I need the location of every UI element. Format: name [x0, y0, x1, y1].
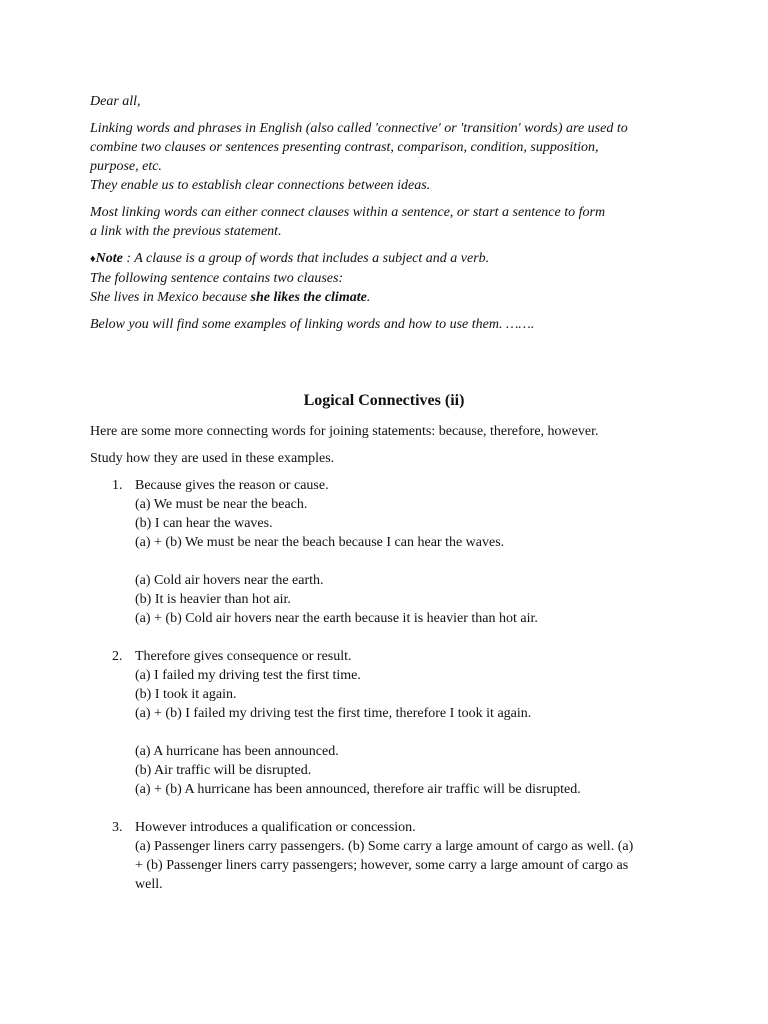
item-1-spacer [90, 552, 680, 571]
example-item-2 [90, 647, 680, 799]
intro-p1-line-4: They enable us to establish clear connections between ideas. [90, 178, 431, 193]
item-1-line: (b) It is heavier than hot air. [135, 592, 291, 607]
item-number: 2. [112, 649, 123, 664]
note-line-2: The following sentence contains two clauses: [90, 271, 344, 286]
note-paragraph [90, 249, 680, 307]
item-2-line: (a) + (b) A hurricane has been announced, therefore air traffic will be disrupted. [135, 782, 581, 797]
item-1-line: (b) I can hear the waves. [135, 516, 273, 531]
item-1-line: (a) + (b) Cold air hovers near the earth because it is heavier than hot air. [135, 611, 538, 626]
section-lead: Here are some more connecting words for joining statements: because, therefore, however. [90, 424, 599, 439]
intro-p1-line-1: Linking words and phrases in English (also called 'connective' or 'transition' words) are used to [90, 121, 628, 136]
item-heading: However introduces a qualification or concession. [135, 820, 416, 835]
item-3-line: (a) Passenger liners carry passengers. (b) Some carry a large amount of cargo as well. (a) [135, 839, 634, 854]
item-3-line: well. [135, 877, 163, 892]
item-heading: Because gives the reason or cause. [135, 478, 329, 493]
intro-paragraph-2 [90, 203, 680, 241]
item-number: 1. [112, 478, 123, 493]
item-3-line: + (b) Passenger liners carry passengers; however, some carry a large amount of cargo as [135, 858, 629, 873]
note-line-3a: She lives in Mexico because [90, 290, 251, 305]
note-line-3-bold: she likes the climate [250, 290, 367, 305]
connectives-section [90, 422, 680, 894]
item-heading: Therefore gives consequence or result. [135, 649, 352, 664]
intro-p1-line-3: purpose, etc. [90, 159, 162, 174]
example-item-3 [90, 818, 680, 894]
diamond-bullet-icon: ♦ [90, 253, 96, 265]
item-2-spacer [90, 723, 680, 742]
item-2-line: (b) Air traffic will be disrupted. [135, 763, 312, 778]
greeting: Dear all, [90, 94, 141, 109]
intro-p1-line-2: combine two clauses or sentences presenting contrast, comparison, condition, supposition, [90, 140, 599, 155]
item-2-line: (a) I failed my driving test the first time. [135, 668, 361, 683]
item-1-line: (a) + (b) We must be near the beach because I can hear the waves. [135, 535, 505, 550]
intro-p2-line-2: a link with the previous statement. [90, 224, 282, 239]
item-number: 3. [112, 820, 123, 835]
note-line-3c: . [366, 290, 371, 305]
item-2-line: (b) I took it again. [135, 687, 237, 702]
note-text: : A clause is a group of words that includes a subject and a verb. [122, 251, 490, 266]
item-2-line: (a) A hurricane has been announced. [135, 744, 339, 759]
section-study: Study how they are used in these examples. [90, 451, 335, 466]
note-label: Note [95, 251, 123, 266]
below-line: Below you will find some examples of linking words and how to use them. ……. [90, 317, 535, 332]
item-2-line: (a) + (b) I failed my driving test the first time, therefore I took it again. [135, 706, 532, 721]
example-item-1 [90, 476, 680, 628]
item-1-line: (a) Cold air hovers near the earth. [135, 573, 324, 588]
intro-paragraph-1 [90, 119, 680, 195]
intro-p2-line-1: Most linking words can either connect clauses within a sentence, or start a sentence to form [90, 205, 606, 220]
item-1-line: (a) We must be near the beach. [135, 497, 308, 512]
intro-block [90, 92, 680, 334]
section-title: Logical Connectives (ii) [303, 392, 465, 409]
